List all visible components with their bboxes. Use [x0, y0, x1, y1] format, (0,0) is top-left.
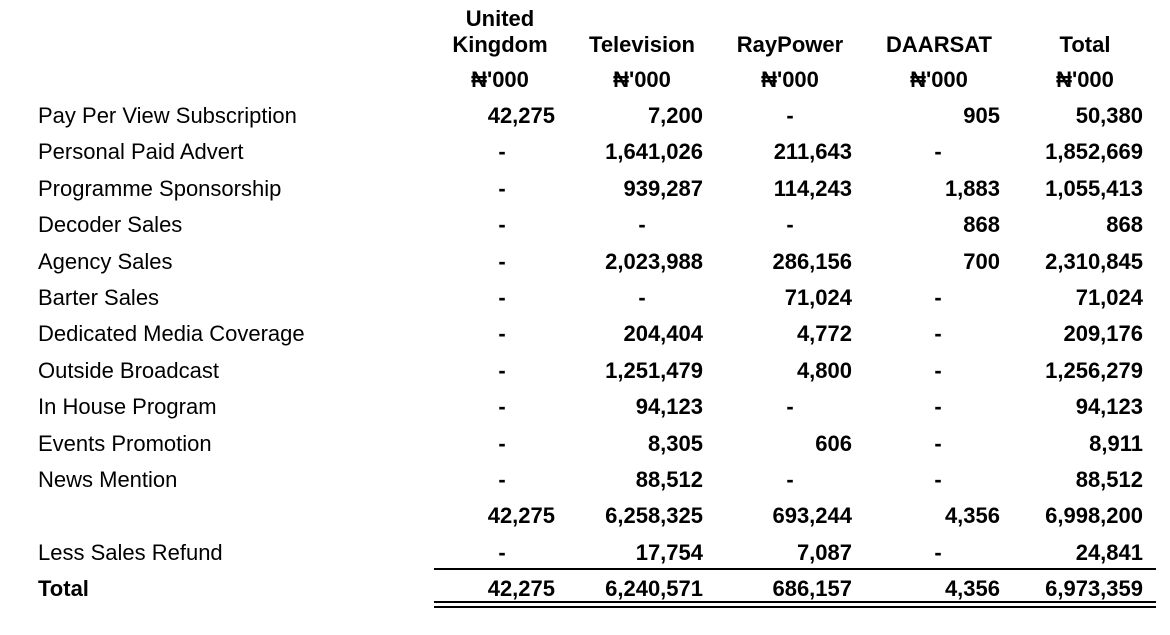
- column-header-line2: DAARSAT: [886, 32, 992, 57]
- table-cell: -: [934, 431, 942, 456]
- table-cell: -: [934, 467, 942, 492]
- table-cell: 1,055,413: [1045, 176, 1143, 201]
- table-cell: 693,244: [772, 503, 852, 528]
- table-cell: 71,024: [1075, 285, 1143, 310]
- table-cell: 8,911: [1089, 431, 1143, 456]
- table-cell: 17,754: [635, 540, 703, 565]
- row-label: News Mention: [38, 467, 178, 492]
- table-cell: -: [934, 139, 942, 164]
- table-cell: -: [934, 321, 942, 346]
- row-label: Events Promotion: [38, 431, 212, 456]
- table-cell: 94,123: [635, 394, 703, 419]
- table-cell: 94,123: [1075, 394, 1143, 419]
- table-cell: 939,287: [623, 176, 703, 201]
- total-double-rule-top: [434, 601, 1156, 603]
- table-cell: -: [786, 394, 794, 419]
- table-cell: 700: [963, 249, 1000, 274]
- table-cell: 88,512: [1075, 467, 1143, 492]
- table-cell: 686,157: [772, 576, 852, 601]
- currency-unit: ₦'000: [613, 67, 671, 92]
- table-cell: 2,023,988: [605, 249, 703, 274]
- table-cell: 71,024: [784, 285, 852, 310]
- table-cell: -: [786, 103, 794, 128]
- currency-unit: ₦'000: [471, 67, 529, 92]
- row-label: Agency Sales: [38, 249, 173, 274]
- column-header-line2: Television: [589, 32, 695, 57]
- currency-unit: ₦'000: [1056, 67, 1114, 92]
- table-cell: 42,275: [487, 503, 555, 528]
- table-cell: 24,841: [1075, 540, 1143, 565]
- table-cell: -: [498, 249, 506, 274]
- table-cell: -: [498, 394, 506, 419]
- table-cell: 4,356: [944, 503, 1000, 528]
- table-cell: -: [498, 540, 506, 565]
- table-cell: 4,800: [796, 358, 852, 383]
- table-cell: 1,641,026: [605, 139, 703, 164]
- row-label: Less Sales Refund: [38, 540, 223, 565]
- row-label: Dedicated Media Coverage: [38, 321, 305, 346]
- row-label: Outside Broadcast: [38, 358, 219, 383]
- table-cell: -: [934, 540, 942, 565]
- table-cell: -: [638, 212, 646, 237]
- table-cell: -: [498, 431, 506, 456]
- table-cell: -: [934, 394, 942, 419]
- table-cell: 6,258,325: [605, 503, 703, 528]
- table-cell: 88,512: [635, 467, 703, 492]
- table-cell: -: [498, 139, 506, 164]
- table-cell: 4,772: [796, 321, 852, 346]
- table-cell: -: [786, 212, 794, 237]
- table-cell: 209,176: [1063, 321, 1143, 346]
- table-cell: 286,156: [772, 249, 852, 274]
- table-cell: -: [786, 467, 794, 492]
- table-cell: 7,087: [796, 540, 852, 565]
- subtotal-rule: [434, 568, 1156, 570]
- row-label: Programme Sponsorship: [38, 176, 282, 201]
- table-cell: 114,243: [773, 176, 852, 201]
- total-double-rule-bottom: [434, 606, 1156, 608]
- row-label: Total: [38, 576, 89, 601]
- column-header-line2: RayPower: [736, 32, 844, 57]
- table-cell: -: [934, 358, 942, 383]
- table-cell: 6,240,571: [605, 576, 703, 601]
- table-cell: 606: [815, 431, 852, 456]
- table-cell: 6,973,359: [1045, 576, 1143, 601]
- column-header-line2: Total: [1059, 32, 1111, 57]
- table-cell: 204,404: [623, 321, 703, 346]
- table-cell: 50,380: [1075, 103, 1143, 128]
- table-cell: -: [934, 285, 942, 310]
- column-header-line1: United: [465, 6, 535, 31]
- currency-unit: ₦'000: [761, 67, 819, 92]
- table-cell: 905: [963, 103, 1000, 128]
- table-cell: 868: [963, 212, 1000, 237]
- table-cell: 2,310,845: [1045, 249, 1143, 274]
- table-cell: 1,256,279: [1045, 358, 1143, 383]
- table-cell: 1,883: [944, 176, 1000, 201]
- table-cell: -: [498, 321, 506, 346]
- row-label: Personal Paid Advert: [38, 139, 244, 164]
- table-cell: -: [498, 285, 506, 310]
- table-cell: -: [498, 467, 506, 492]
- table-cell: 42,275: [487, 576, 555, 601]
- table-cell: 868: [1106, 212, 1143, 237]
- table-cell: 6,998,200: [1045, 503, 1143, 528]
- table-cell: 1,852,669: [1045, 139, 1143, 164]
- table-cell: -: [498, 176, 506, 201]
- currency-unit: ₦'000: [910, 67, 968, 92]
- row-label: Decoder Sales: [38, 212, 183, 237]
- table-cell: 7,200: [647, 103, 703, 128]
- row-label: Pay Per View Subscription: [38, 103, 297, 128]
- row-label: In House Program: [38, 394, 217, 419]
- table-cell: -: [498, 212, 506, 237]
- row-label: Barter Sales: [38, 285, 160, 310]
- table-cell: 4,356: [944, 576, 1000, 601]
- table-cell: 1,251,479: [605, 358, 703, 383]
- table-cell: -: [498, 358, 506, 383]
- table-cell: 211,643: [773, 139, 852, 164]
- table-cell: 8,305: [647, 431, 703, 456]
- table-cell: 42,275: [487, 103, 555, 128]
- table-cell: -: [638, 285, 646, 310]
- column-header-line2: Kingdom: [452, 32, 548, 57]
